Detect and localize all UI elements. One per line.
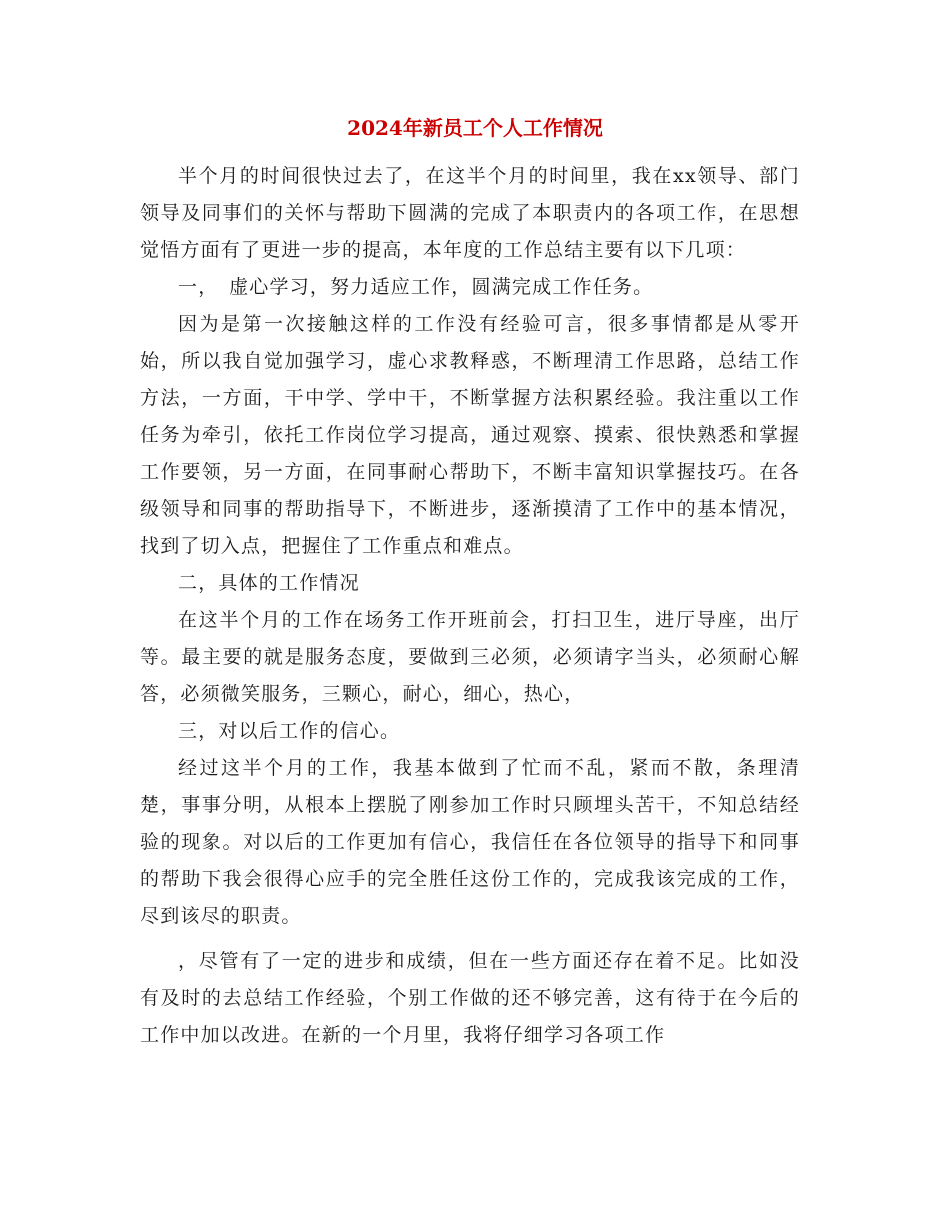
- paragraph-section-3: 经过这半个月的工作，我基本做到了忙而不乱，紧而不散，条理清楚，事事分明，从根本上摆脱了刚参加工作时只顾埋头苦干，不知总结经验的现象。对以后的工作更加有信心，我信任在各位领导的指导下和同事的帮助下我会很得心应手的完全胜任这份工作的，完成我该完成的工作，尽到该尽的职责。: [140, 757, 800, 927]
- heading-section-1: 一， 虚心学习，努力适应工作，圆满完成工作任务。: [178, 276, 654, 298]
- document-title: 2024年新员工个人工作情况: [347, 116, 603, 140]
- paragraph-conclusion: ，尽管有了一定的进步和成绩，但在一些方面还存在着不足。比如没有及时的去总结工作经验，个别工作做的还不够完善，这有待于在今后的工作中加以改进。在新的一个月里，我将仔细学习各项工作: [140, 950, 800, 1046]
- paragraph-section-1: 因为是第一次接触这样的工作没有经验可言，很多事情都是从零开始，所以我自觉加强学习，虚心求教释惑，不断理清工作思路，总结工作方法，一方面，干中学、学中干，不断掌握方法积累经验。我注重以工作任务为牵引，依托工作岗位学习提高，通过观察、摸索、很快熟悉和掌握工作要领，另一方面，在同事耐心帮助下，不断丰富知识掌握技巧。在各级领导和同事的帮助指导下，不断进步，逐渐摸清了工作中的基本情况，找到了切入点，把握住了工作重点和难点。: [140, 313, 800, 557]
- paragraph-section-2: 在这半个月的工作在场务工作开班前会，打扫卫生，进厅导座，出厅等。最主要的就是服务态度，要做到三必须，必须请字当头，必须耐心解答，必须微笑服务，三颗心，耐心，细心，热心，: [140, 609, 800, 705]
- heading-section-2: 二，具体的工作情况: [178, 572, 360, 594]
- paragraph-intro: 半个月的时间很快过去了，在这半个月的时间里，我在xx领导、部门领导及同事们的关怀与帮助下圆满的完成了本职责内的各项工作，在思想觉悟方面有了更进一步的提高，本年度的工作总结主要有以下几项：: [140, 165, 800, 261]
- heading-section-3: 三，对以后工作的信心。: [178, 720, 401, 742]
- document-body: [140, 158, 800, 1054]
